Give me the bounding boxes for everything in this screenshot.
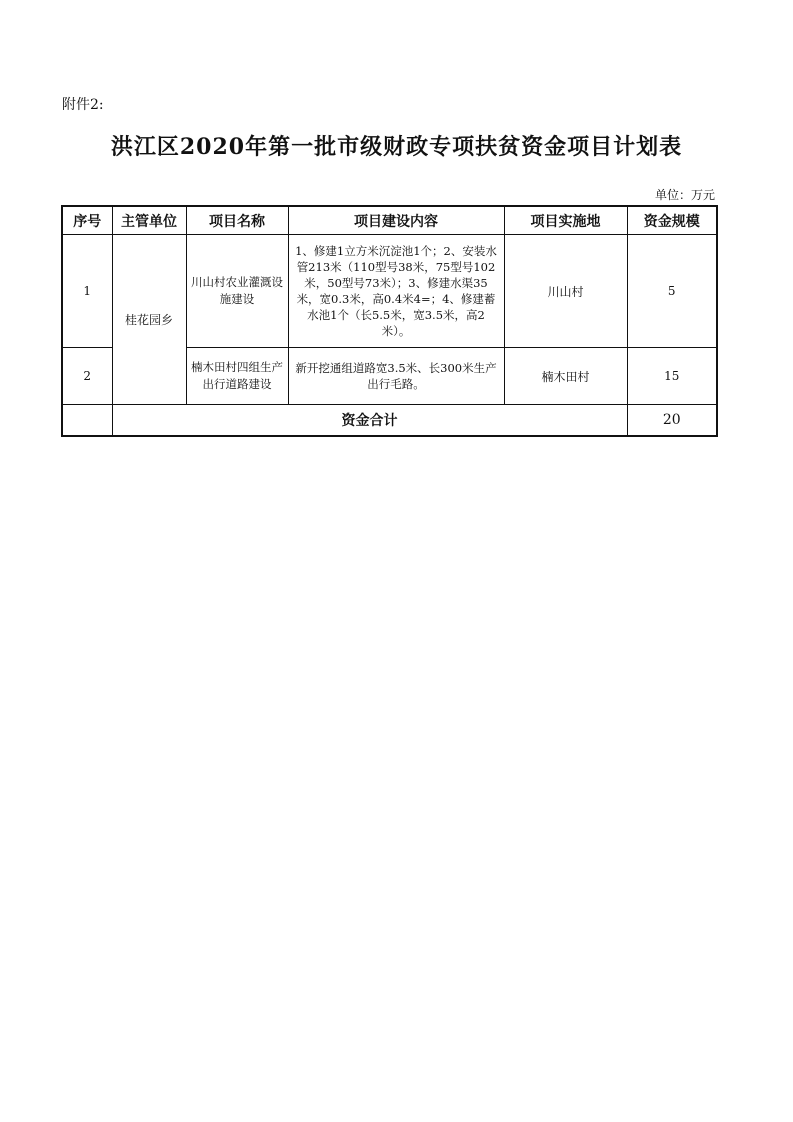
amount-cell: 15 — [627, 348, 717, 405]
project-name-cell — [186, 235, 288, 348]
total-value: 20 — [627, 405, 717, 437]
header-project-content: 项目建设内容 — [288, 206, 504, 235]
header-department: 主管单位 — [112, 206, 186, 235]
department-cell: 桂花园乡 — [112, 235, 186, 405]
table-header-row — [62, 206, 717, 235]
header-location: 项目实施地 — [504, 206, 627, 235]
amount-cell: 5 — [627, 235, 717, 348]
project-content-text: 1、修建1立方米沉淀池1个；2、安装水管213米（110型号38米，75型号102米，50型号73米）；3、修建水渠35米，宽0.3米，高0.4米4=；4、修建蓄水池1个（长5.5米，宽3.5米，高2米）。 — [295, 244, 497, 338]
attachment-label: 附件2: — [62, 97, 104, 113]
project-name-cell — [186, 348, 288, 405]
row-index: 1 — [62, 235, 112, 348]
header-index: 序号 — [62, 206, 112, 235]
row-index: 2 — [62, 348, 112, 405]
page-title: 洪江区2020年第一批市级财政专项扶贫资金项目计划表 — [110, 134, 683, 160]
total-empty-cell — [62, 405, 112, 437]
table-row — [62, 235, 717, 348]
project-plan-table — [61, 205, 718, 437]
location-cell: 楠木田村 — [504, 348, 627, 405]
total-row — [62, 405, 717, 437]
project-name-text: 楠木田村四组生产出行道路建设 — [191, 360, 283, 391]
location-cell: 川山村 — [504, 235, 627, 348]
unit-label: 单位：万元 — [654, 188, 715, 202]
header-project-name: 项目名称 — [186, 206, 288, 235]
project-content-cell — [288, 235, 504, 348]
project-content-cell — [288, 348, 504, 405]
project-content-text: 新开挖通组道路宽3.5米、长300米生产出行毛路。 — [295, 361, 497, 391]
total-label: 资金合计 — [112, 405, 627, 437]
header-amount: 资金规模 — [627, 206, 717, 235]
project-name-text: 川山村农业灌溉设施建设 — [191, 275, 283, 306]
